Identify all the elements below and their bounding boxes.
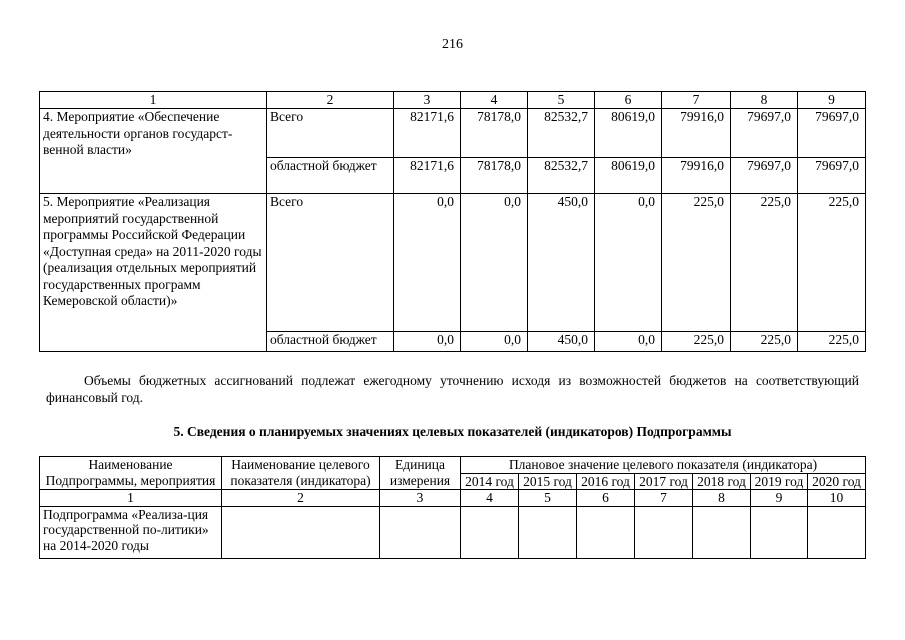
column-number: 5 [528,92,595,109]
value-cell: 82171,6 [394,158,461,194]
value-cell: 225,0 [798,332,866,352]
value-cell: 0,0 [394,332,461,352]
column-number: 10 [808,490,866,507]
empty-cell [519,506,577,558]
column-number: 1 [40,92,267,109]
value-cell: 450,0 [528,194,595,332]
table-row [40,194,866,332]
column-numbers-row [40,490,866,507]
column-number: 7 [662,92,731,109]
empty-cell [635,506,693,558]
value-cell: 0,0 [394,194,461,332]
empty-cell [577,506,635,558]
column-number: 2 [267,92,394,109]
column-number: 9 [798,92,866,109]
value-cell: 82171,6 [394,109,461,158]
column-number: 4 [461,92,528,109]
empty-cell [380,506,461,558]
column-number: 9 [751,490,808,507]
column-number: 5 [519,490,577,507]
value-cell: 79697,0 [731,158,798,194]
funding-source: областной бюджет [267,158,394,194]
value-cell: 0,0 [461,332,528,352]
value-cell: 80619,0 [595,109,662,158]
empty-cell [461,506,519,558]
column-number: 2 [222,490,380,507]
value-cell: 0,0 [461,194,528,332]
empty-cell [808,506,866,558]
value-cell: 79916,0 [662,109,731,158]
value-cell: 225,0 [798,194,866,332]
page-number: 216 [442,37,463,52]
column-number: 6 [577,490,635,507]
value-cell: 225,0 [731,332,798,352]
value-cell: 0,0 [595,332,662,352]
event-name: 4. Мероприятие «Обеспечение деятельности органов государст-венной власти» [40,109,267,194]
value-cell: 225,0 [662,332,731,352]
table-row [40,506,866,558]
budget-table [39,91,866,352]
year-header: 2020 год [808,473,866,490]
value-cell: 79697,0 [798,109,866,158]
column-header-program: Наименование Подпрограммы, мероприятия [40,457,222,490]
value-cell: 450,0 [528,332,595,352]
funding-source: Всего [267,194,394,332]
column-number: 3 [394,92,461,109]
value-cell: 79697,0 [798,158,866,194]
table-row [40,109,866,158]
value-cell: 225,0 [662,194,731,332]
year-header: 2018 год [693,473,751,490]
value-cell: 225,0 [731,194,798,332]
budget-note: Объемы бюджетных ассигнований подлежат ежегодному уточнению исходя из возможностей бюджетов на соответствующий финансовый год. [46,373,859,405]
column-number: 1 [40,490,222,507]
year-header: 2017 год [635,473,693,490]
empty-cell [751,506,808,558]
empty-cell [693,506,751,558]
value-cell: 82532,7 [528,158,595,194]
value-cell: 78178,0 [461,158,528,194]
column-number: 4 [461,490,519,507]
value-cell: 80619,0 [595,158,662,194]
event-name: 5. Мероприятие «Реализация мероприятий государственной программы Российской Федерации «Доступная среда» на 2011-2020 годы (реализация отдельных мероприятий государственных программ Кемеровской области)» [40,194,267,352]
column-number: 8 [693,490,751,507]
column-number: 7 [635,490,693,507]
column-header-indicator: Наименование целевого показателя (индикатора) [222,457,380,490]
year-header: 2014 год [461,473,519,490]
column-number: 8 [731,92,798,109]
value-cell: 79916,0 [662,158,731,194]
indicators-header-row [40,457,866,474]
value-cell: 0,0 [595,194,662,332]
column-number: 6 [595,92,662,109]
value-cell: 78178,0 [461,109,528,158]
empty-cell [222,506,380,558]
section-title: 5. Сведения о планируемых значениях целевых показателей (индикаторов) Подпрограммы [173,424,732,439]
funding-source: Всего [267,109,394,158]
value-cell: 79697,0 [731,109,798,158]
year-header: 2019 год [751,473,808,490]
column-header-unit: Единица измерения [380,457,461,490]
funding-source: областной бюджет [267,332,394,352]
value-cell: 82532,7 [528,109,595,158]
year-header: 2016 год [577,473,635,490]
column-header-planned-value: Плановое значение целевого показателя (индикатора) [461,457,866,474]
subprogram-name: Подпрограмма «Реализа-ция государственной по-литики» на 2014-2020 годы [40,506,222,558]
indicators-table [39,456,866,559]
budget-table-header-row [40,92,866,109]
year-header: 2015 год [519,473,577,490]
column-number: 3 [380,490,461,507]
